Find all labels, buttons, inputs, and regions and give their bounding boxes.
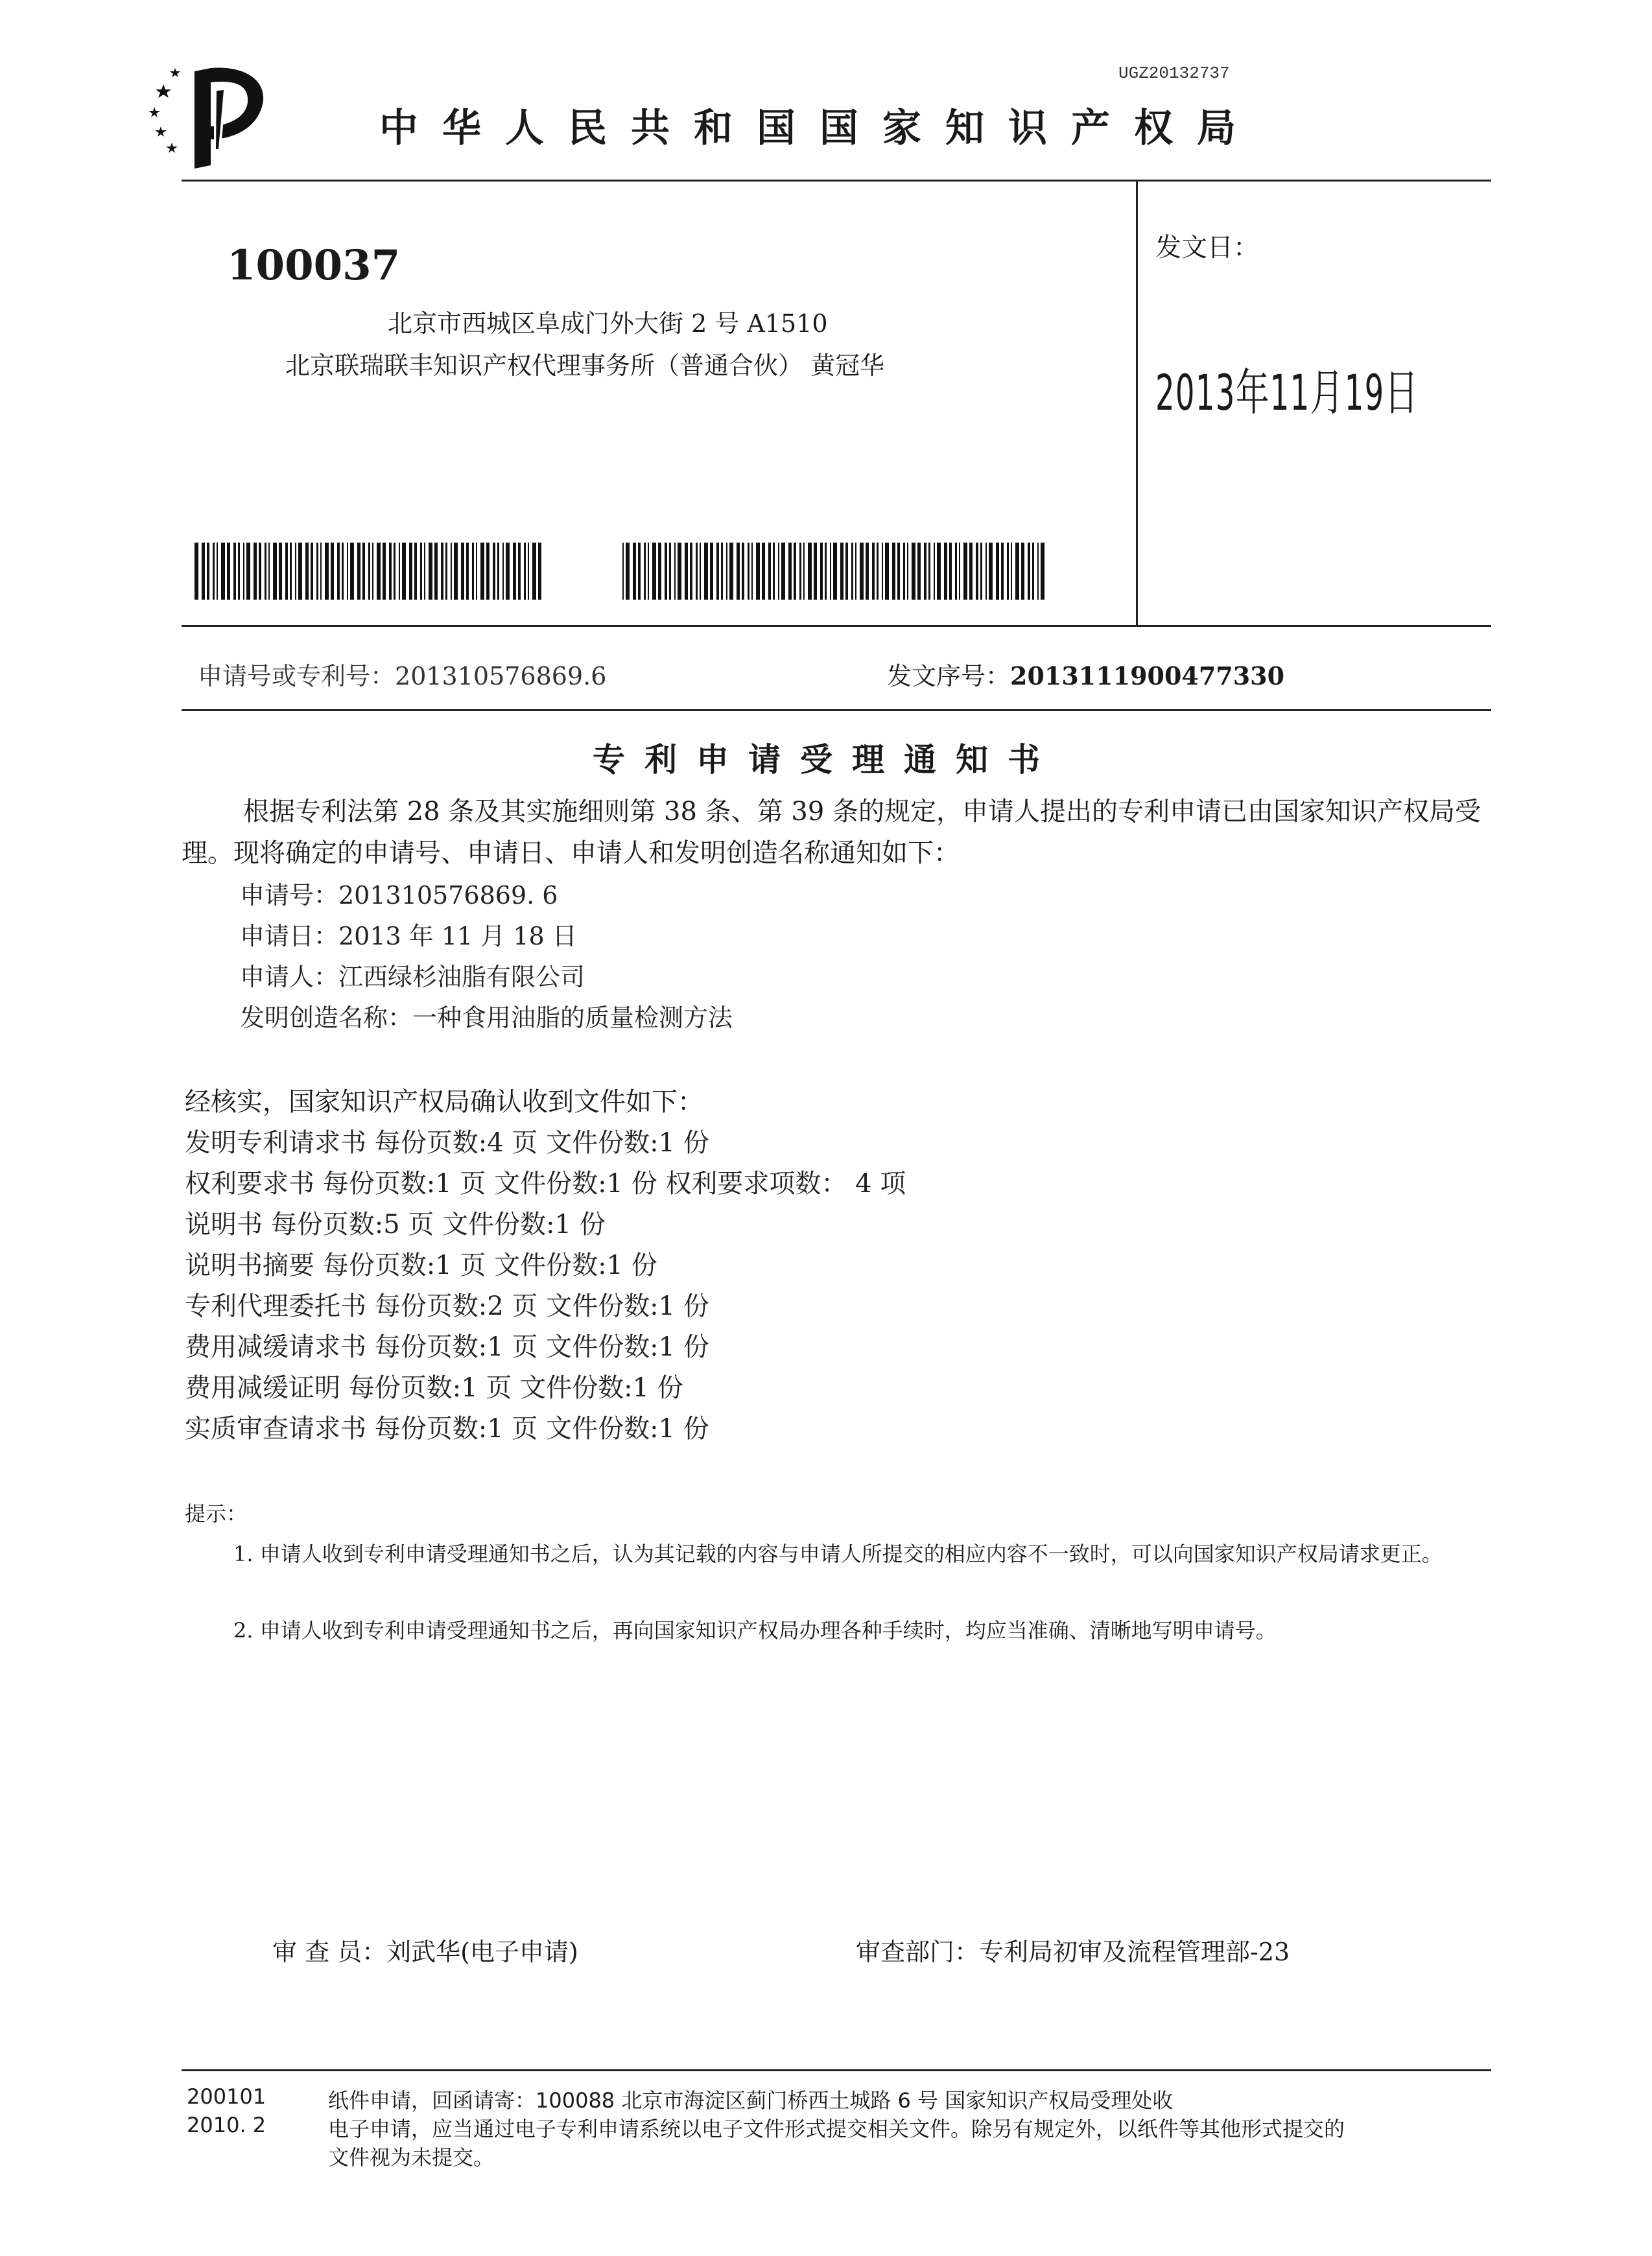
barcode-bar [737,543,740,600]
barcode-bar [669,543,671,600]
barcode-bar [383,543,386,600]
form-code: 200101 [187,2084,266,2109]
serial-number-label: 发文序号： [887,662,1011,690]
barcode-bar [316,543,318,600]
barcode-bar [937,543,941,600]
barcode-bar [814,543,817,600]
barcode-bar [799,543,801,600]
barcode-bar [265,543,266,600]
barcode-bar [357,543,360,600]
barcode-bar [434,543,438,600]
barcode-bar [803,543,805,600]
barcode-bar [773,543,775,600]
document-row: 费用减缓证明 每份页数:1 页 文件份数:1 份 [185,1373,683,1403]
issue-date: 2013年11月19日 [1155,364,1419,421]
barcode-bar [273,543,277,600]
barcode-bar [451,543,452,600]
barcode-bar [742,543,744,600]
office-title: 中华人民共和国国家知识产权局 [379,106,1260,151]
barcode-bar [243,543,244,600]
barcode-bar [513,543,516,600]
barcode-bar [394,543,395,600]
barcode-bar [480,543,484,600]
barcode-bar [414,543,417,600]
barcode-bar [944,543,947,600]
barcode-bar [298,543,302,600]
barcode-bar [830,543,831,600]
barcode-bar [372,543,373,600]
barcode-bar [721,543,723,600]
barcode-bar [872,543,875,600]
application-number-value: 201310576869.6 [395,662,607,690]
barcode-bar [855,543,856,600]
barcode-bar [221,543,225,600]
barcode-bar [279,543,282,600]
barcode-bar [285,543,288,600]
barcode-bar [445,543,447,600]
barcode-bar [751,543,753,600]
barcode-bar [648,543,649,600]
barcode-bar [678,543,681,600]
examiner: 审 查 员：刘武华(电子申请) [272,1938,578,1966]
barcode-bar [674,543,676,600]
barcode-bar [213,543,215,600]
barcode-bar [644,543,646,600]
barcode-bar [227,543,230,600]
barcode-bar [350,543,354,600]
barcode-bar [768,543,771,600]
barcode-bar [652,543,656,600]
barcode-bar [726,543,727,600]
barcode-bar [466,543,469,600]
barcode-bar [325,543,329,600]
footer-rule [182,2069,1491,2071]
barcode-bar [532,543,536,600]
barcode-bar [969,543,973,600]
barcode-left [195,543,545,600]
barcode-bar [985,543,987,600]
barcode-bar [626,543,630,600]
barcode-bar [710,543,713,600]
document-code: UGZ20132737 [1118,64,1230,83]
barcode-bar [1037,543,1039,600]
barcode-bar [903,543,905,600]
barcode-bar [820,543,823,600]
barcode-bar [402,543,406,600]
barcode-bar [377,543,381,600]
barcode-bar [989,543,993,600]
barcode-bar [486,543,490,600]
barcode-bar [729,543,733,600]
barcode-bar [429,543,432,600]
footer-electronic-notice: 电子申请，应当通过电子专利申请系统以电子文件形式提交相关文件。除另有规定外，以纸件等其他形式提交的 [328,2117,1345,2141]
barcode-bar [704,543,708,600]
barcode-bar [685,543,688,600]
barcode-bar [924,543,926,600]
application-number [198,656,606,692]
barcode-bar [362,543,365,600]
barcode-bar [497,543,499,600]
barcode-bar [912,543,915,600]
barcode-bar [748,543,749,600]
field-applicant: 申请人：江西绿杉油脂有限公司 [240,963,585,991]
barcode-bar [311,543,313,600]
barcode-bar [1021,543,1024,600]
barcode-bar [833,543,837,600]
barcode-bar [1032,543,1034,600]
barcode-bar [658,543,661,600]
barcode-bar [254,543,257,600]
barcode-bar [295,543,296,600]
barcode-bar [337,543,340,600]
address-bottom-rule [182,625,1491,627]
numbers-bottom-rule [182,709,1491,711]
barcode-bar [502,543,504,600]
barcode-bar [493,543,495,600]
serial-number-value: 2013111900477330 [1010,661,1285,690]
barcode-bar [866,543,869,600]
barcode-bar [907,543,908,600]
header-rule [182,180,1491,182]
barcode-bar [305,543,309,600]
application-number-label: 申请号或专利号： [198,662,395,690]
notice-title: 专利申请受理通知书 [593,740,1059,779]
footer-electronic-notice-cont: 文件视为未提交。 [328,2145,495,2170]
serial-number [887,656,1284,692]
barcode-bar [1041,543,1044,600]
barcode-bar [195,543,198,600]
examining-department: 审查部门：专利局初审及流程管理部-23 [856,1938,1290,1966]
barcode-bar [996,543,999,600]
barcode-bar [976,543,978,600]
barcode-bar [825,543,827,600]
barcode-bar [342,543,344,600]
barcode-bar [808,543,812,600]
field-application-number: 申请号：201310576869. 6 [240,881,558,910]
barcode-right [622,543,1050,600]
barcode-bar [368,543,370,600]
barcode-bar [1015,543,1019,600]
barcode-bar [424,543,425,600]
barcode-bar [963,543,967,600]
barcode-bar [409,543,412,600]
document-row: 权利要求书 每份页数:1 页 文件份数:1 份 权利要求项数： 4 项 [185,1169,906,1199]
receipt-heading: 经核实，国家知识产权局确认收到文件如下： [185,1087,703,1117]
barcode-bar [1011,543,1012,600]
tips-label: 提示： [185,1501,248,1526]
barcode-bar [207,543,209,600]
barcode-bar [781,543,785,600]
barcode-bar [955,543,957,600]
barcode-bar [524,543,526,600]
barcode-bar [238,543,240,600]
barcode-bar [665,543,667,600]
barcode-bar [399,543,400,600]
barcode-bar [420,543,422,600]
barcode-bar [696,543,698,600]
barcode-bar [461,543,464,600]
barcode-bar [882,543,883,600]
barcode-bar [778,543,779,600]
document-row: 说明书 每份页数:5 页 文件份数:1 份 [185,1210,606,1240]
barcode-bar [980,543,982,600]
postal-code: 100037 [227,241,401,290]
document-row: 费用减缓请求书 每份页数:1 页 文件份数:1 份 [185,1332,709,1362]
barcode-bar [716,543,719,600]
barcode-bar [528,543,529,600]
barcode-bar [885,543,889,600]
barcode-bar [441,543,443,600]
barcode-bar [454,543,458,600]
barcode-bar [638,543,641,600]
recipient-agency: 北京联瑞联丰知识产权代理事务所（普通合伙） 黄冠华 [285,351,885,380]
field-application-date: 申请日：2013 年 11 月 18 日 [240,922,577,950]
barcode-bar [347,543,348,600]
notice-intro: 根据专利法第 28 条及其实施细则第 38 条、第 39 条的规定，申请人提出的专利申请已由国家知识产权局受理。现将确定的申请号、申请日、申请人和发明创造名称通知如下： [182,797,1481,868]
barcode-bar [788,543,792,600]
barcode-bar [476,543,477,600]
barcode-bar [959,543,960,600]
form-version: 2010. 2 [187,2113,266,2137]
barcode-bar [860,543,864,600]
cnipa-logo [149,62,279,172]
document-row: 说明书摘要 每份页数:1 页 文件份数:1 份 [185,1251,657,1280]
barcode-bar [1007,543,1009,600]
tip-item: 2. 申请人收到专利申请受理通知书之后，再向国家知识产权局办理各种手续时，均应当准确、清晰地写明申请号。 [233,1618,1277,1643]
barcode-bar [1028,543,1030,600]
barcode-bar [700,543,701,600]
barcode-bar [622,543,624,600]
barcode-bar [690,543,692,600]
barcode-bar [840,543,844,600]
barcode-bar [472,543,474,600]
barcode-bar [851,543,853,600]
barcode-bar [506,543,510,600]
barcode-bar [892,543,895,600]
recipient-address: 北京市西城区阜成门外大街 2 号 A1510 [388,309,828,338]
document-row: 专利代理委托书 每份页数:2 页 文件份数:1 份 [185,1291,709,1321]
barcode-bar [1001,543,1004,600]
barcode-bar [268,543,270,600]
barcode-bar [538,543,541,600]
date-box-divider [1136,182,1138,626]
barcode-bar [518,543,521,600]
barcode-bar [934,543,935,600]
barcode-bar [917,543,921,600]
barcode-bar [259,543,261,600]
barcode-bar [897,543,900,600]
document-row: 发明专利请求书 每份页数:4 页 文件份数:1 份 [185,1128,709,1158]
document-row: 实质审查请求书 每份页数:1 页 文件份数:1 份 [185,1414,709,1444]
barcode-bar [877,543,879,600]
barcode-bar [320,543,322,600]
issue-date-label: 发文日： [1155,233,1259,263]
barcode-bar [202,543,205,600]
barcode-bar [928,543,930,600]
barcode-bar [233,543,236,600]
barcode-bar [246,543,250,600]
barcode-bar [762,543,765,600]
barcode-bar [290,543,292,600]
tip-item: 1. 申请人收到专利申请受理通知书之后，认为其记载的内容与申请人所提交的相应内容不一致时，可以向国家知识产权局请求更正。 [233,1542,1443,1566]
barcode-bar [949,543,952,600]
barcode-bar [845,543,848,600]
barcode-bar [389,543,392,600]
barcode-bar [794,543,796,600]
footer-paper-notice: 纸件申请，回函请寄：100088 北京市海淀区蓟门桥西土城路 6 号 国家知识产权局受理处收 [328,2088,1174,2113]
barcode-bar [633,543,636,600]
barcode-bar [756,543,760,600]
barcode-bar [331,543,334,600]
barcode-bar [217,543,218,600]
field-invention-title: 发明创造名称：一种食用油脂的质量检测方法 [240,1004,733,1032]
